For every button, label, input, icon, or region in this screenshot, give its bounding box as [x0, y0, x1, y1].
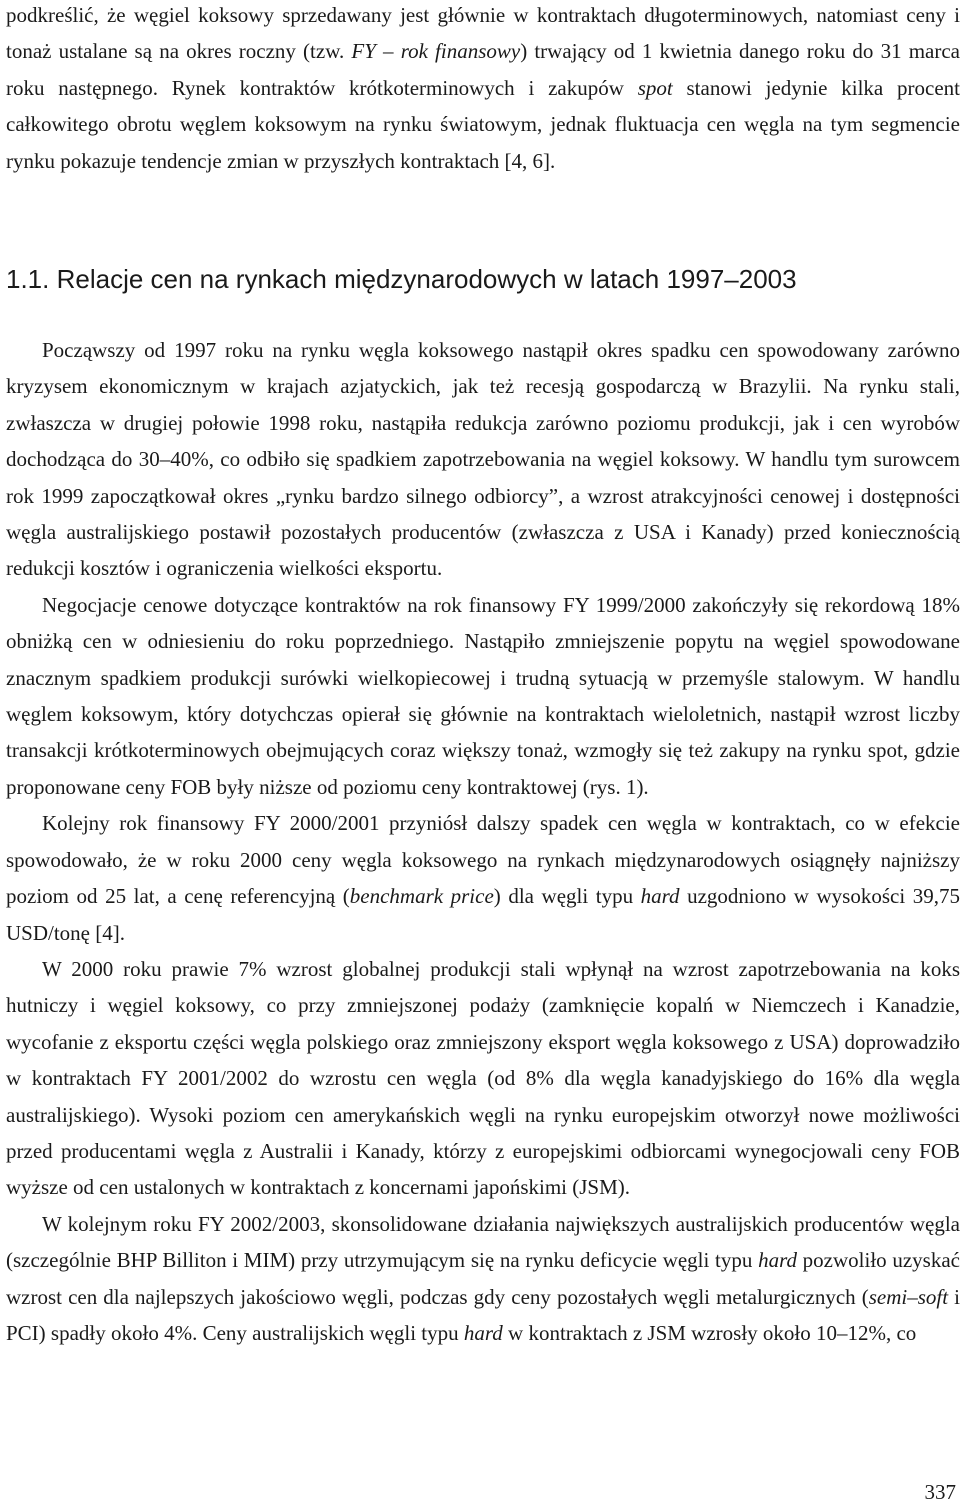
section-heading: 1.1. Relacje cen na rynkach międzynarodowych w latach 1997–2003 — [6, 264, 797, 294]
paragraph-5: W kolejnym roku FY 2002/2003, skonsolidowane działania największych australijskich producentów węgla (szczególnie BHP Billiton i MIM) przy utrzymującym się na rynku deficycie węgli typu hard pozwoliło uzyskać wzrost cen dla najlepszych jakościowo węgli, podczas gdy ceny pozostałych węgli metalurgicznych (semi–soft i PCI) spadły około 4%. Ceny australijskich węgli typu hard w kontraktach z JSM wzrosły około 10–12%, co — [6, 1211, 960, 1345]
paragraph-intro: podkreślić, że węgiel koksowy sprzedawany jest głównie w kontraktach długoterminowych, natomiast ceny i tonaż ustalane są na okres roczny (tzw. FY – rok finansowy) trwający od 1 kwietnia danego roku do 31 marca roku następnego. Rynek kontraktów krótkoterminowych i zakupów spot stanowi jedynie kilka procent całkowitego obrotu węglem koksowym na rynku światowym, jednak fluktuacja cen węgla na tym segmencie rynku pokazuje tendencje zmian w przyszłych kontraktach [4, 6]. — [6, 3, 960, 173]
section-body — [6, 332, 960, 1351]
paragraph-2: Negocjacje cenowe dotyczące kontraktów na rok finansowy FY 1999/2000 zakończyły się rekordową 18% obniżką cen w odniesieniu do roku poprzedniego. Nastąpiło zmniejszenie popytu na węgiel spowodowane znacznym spadkiem produkcji surówki wielkopiecowej i trudną sytuacją w przemyśle stalowym. W handlu węglem koksowym, który dotychczas opierał się głównie na kontraktach wieloletnich, nastąpił wzrost liczby transakcji krótkoterminowych obejmujących coraz większy tonaż, wzmogły się też zakupy na rynku spot, gdzie proponowane ceny FOB były niższe od poziomu ceny kontraktowej (rys. 1). — [6, 592, 960, 799]
page-number: 337 — [924, 1480, 956, 1504]
paragraph-4: W 2000 roku prawie 7% wzrost globalnej produkcji stali wpłynął na wzrost zapotrzebowania na koks hutniczy i węgiel koksowy, co przy zmniejszonej podaży (zamknięcie kopalń w Niemczech i Kanadzie, wycofanie z eksportu części węgla polskiego oraz zmniejszony eksport węgla koksowego z USA) doprowadziło w kontraktach FY 2001/2002 do wzrostu cen węgla (od 8% dla węgla kanadyjskiego do 16% dla węgla australijskiego). Wysoki poziom cen amerykańskich węgli na rynku europejskim otworzył nowe możliwości przed producentami węgla z Australii i Kanady, którzy z europejskimi odbiorcami wynegocjowali ceny FOB wyższe od cen ustalonych w kontraktach z koncernami japońskimi (JSM). — [6, 956, 960, 1200]
paragraph-1: Począwszy od 1997 roku na rynku węgla koksowego nastąpił okres spadku cen spowodowany zarówno kryzysem ekonomicznym w krajach azjatyckich, jak też recesją gospodarczą w Brazylii. Na rynku stali, zwłaszcza w drugiej połowie 1998 roku, nastąpiła redukcja zarówno poziomu produkcji, jak i cen wyrobów dochodząca do 30–40%, co odbiło się spadkiem zapotrzebowania na węgiel koksowy. W handlu tym surowcem rok 1999 zapoczątkował okres „rynku bardzo silnego odbiorcy”, a wzrost atrakcyjności cenowej i dostępności węgla australijskiego postawił pozostałych producentów (zwłaszcza z USA i Kanady) przed koniecznością redukcji kosztów i ograniczenia wielkości eksportu. — [6, 338, 960, 581]
paragraph-3: Kolejny rok finansowy FY 2000/2001 przyniósł dalszy spadek cen węgla w kontraktach, co w efekcie spowodowało, że w roku 2000 ceny węgla koksowego na rynkach międzynarodowych osiągnęły najniższy poziom od 25 lat, a cenę referencyjną (benchmark price) dla węgli typu hard uzgodniono w wysokości 39,75 USD/tonę [4]. — [6, 811, 960, 945]
